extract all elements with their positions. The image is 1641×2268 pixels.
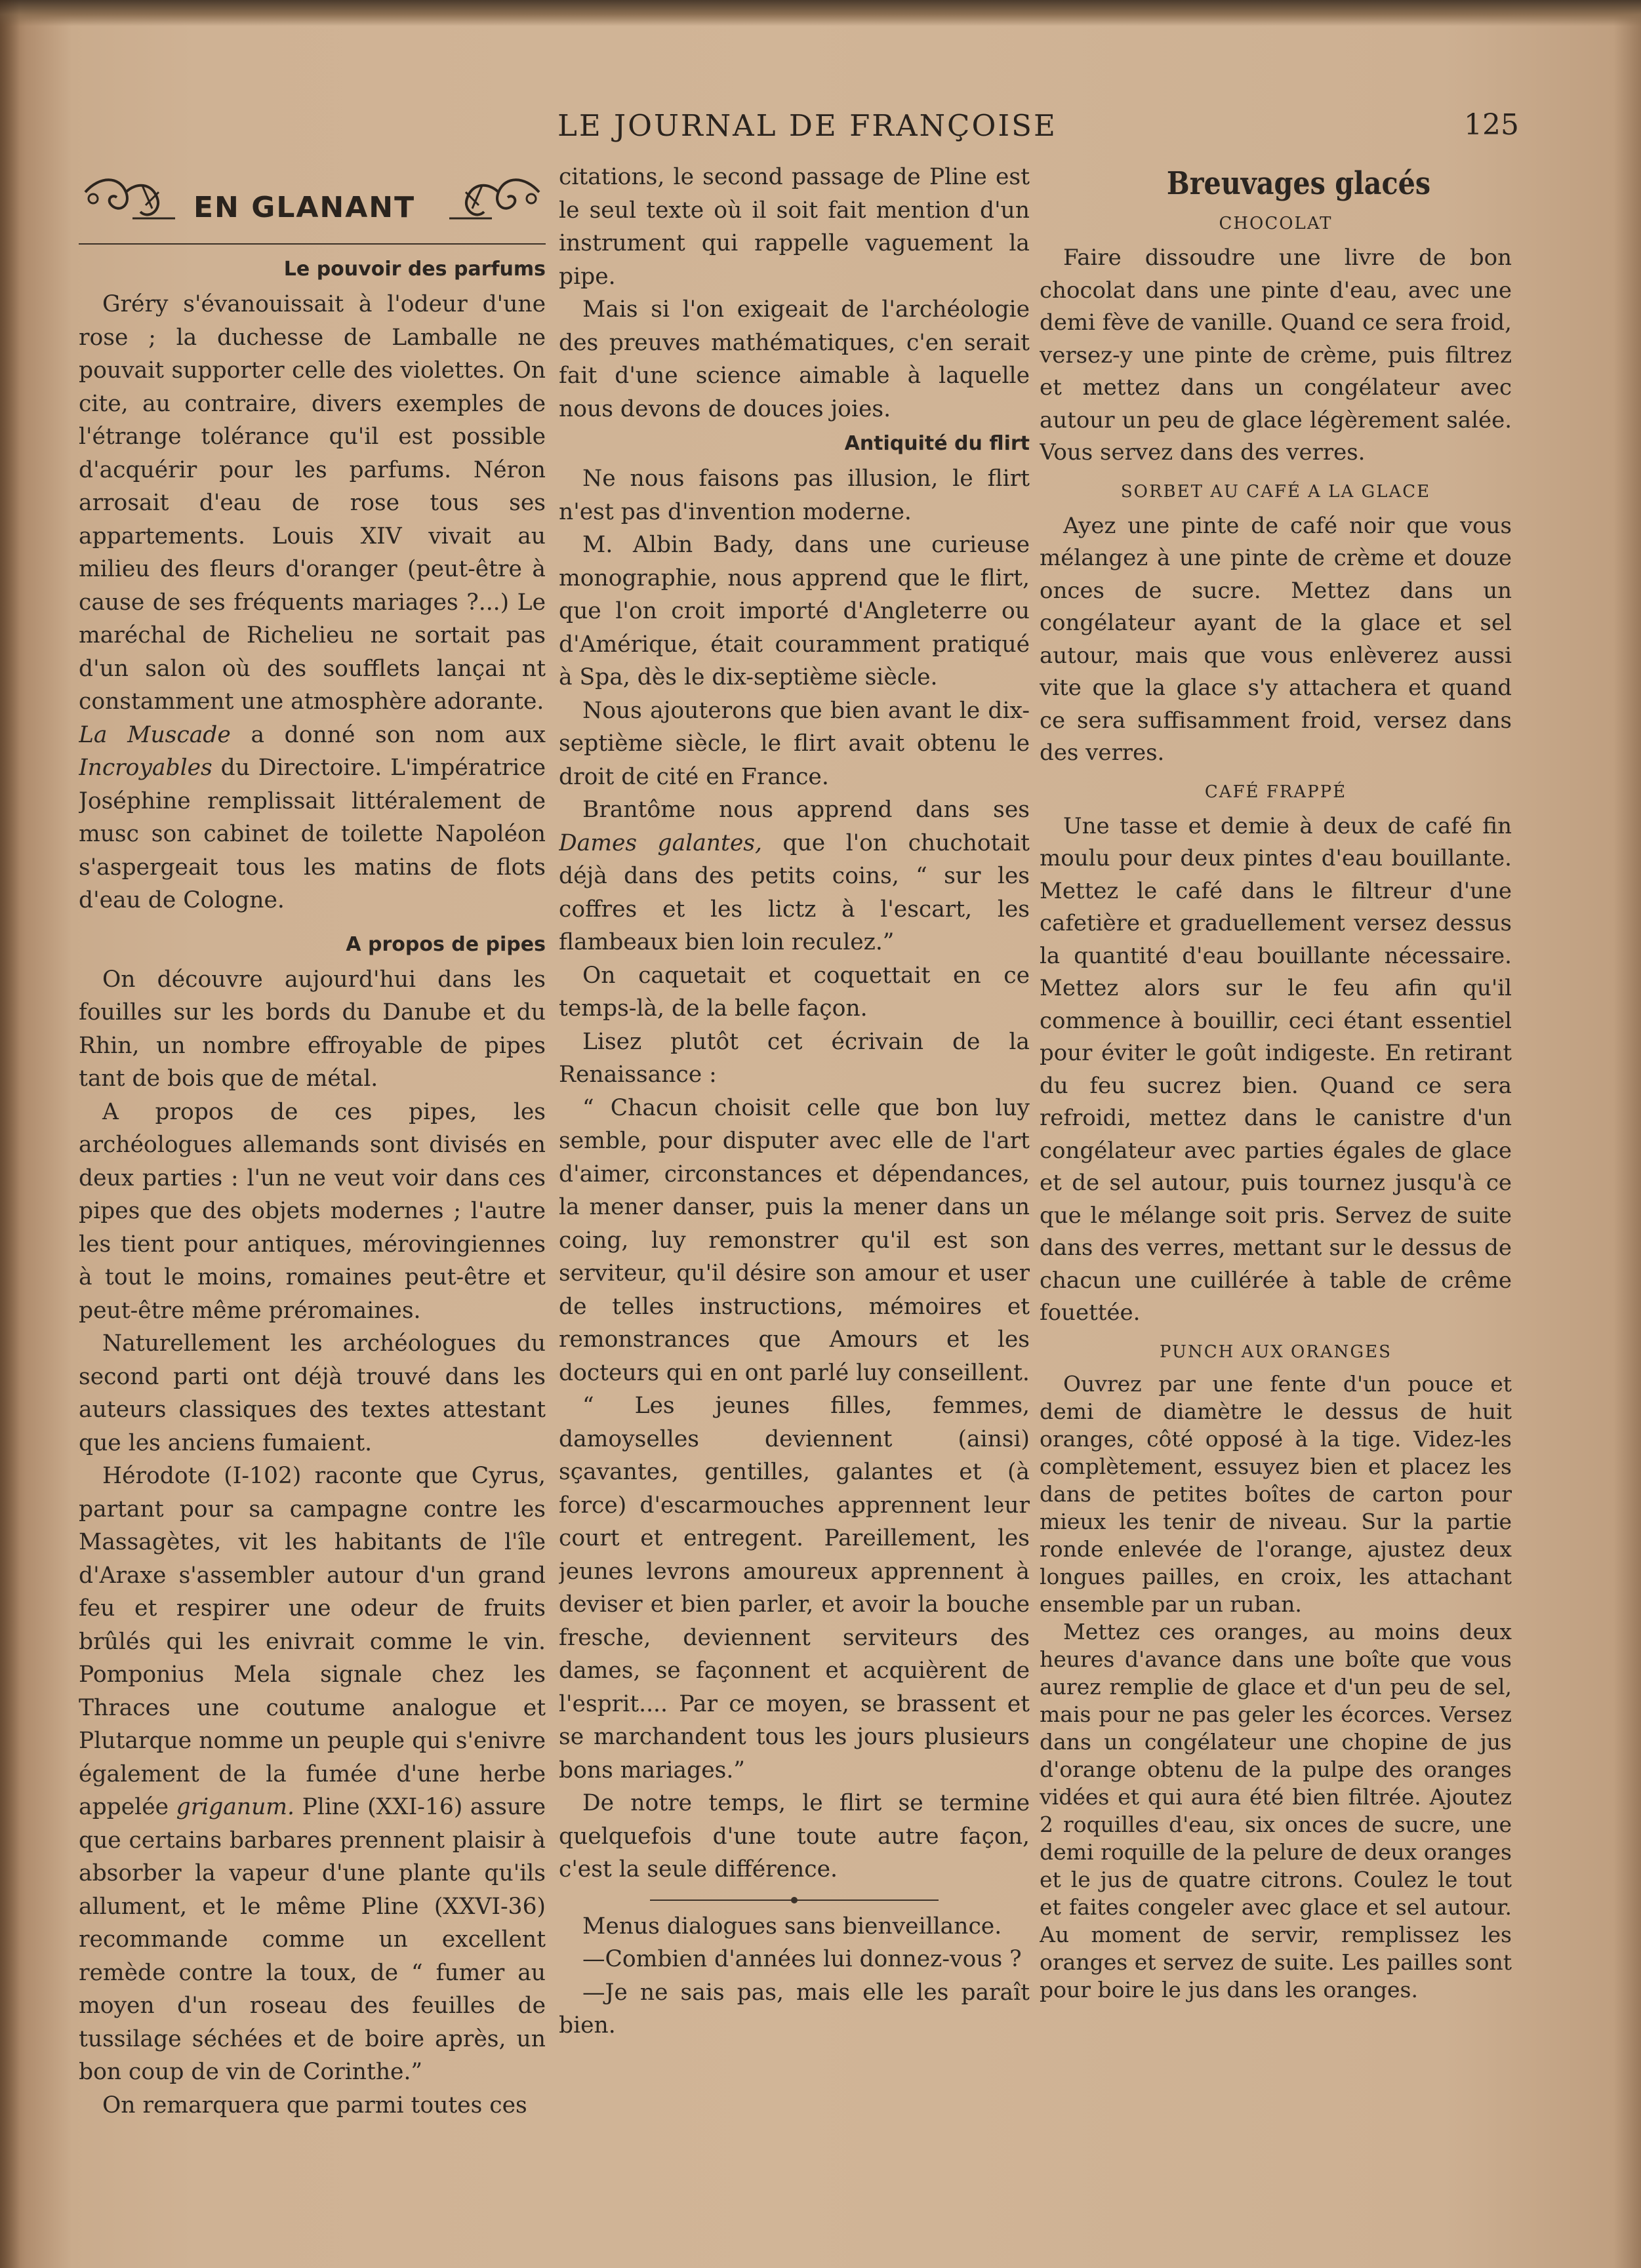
paragraph: —Je ne sais pas, mais elle les paraît bien.: [559, 1979, 1030, 2039]
recipe-paragraph: Mettez ces oranges, au moins deux heures d'avance dans une boîte que vous aurez remplie de glace et d'un peu de sel, mais pour ne pas geler les écorces. Versez dans un congélateur une chopine de jus d'orange obtenu de la pulpe des oranges vidées et qui aura été bien filtrée. Ajoutez 2 roquilles d'eau, six onces de sucre, une demi roquille de la pelure de deux oranges et le jus de quatre citrons. Coulez le tout et faites congeler avec glace et sel autour. Au moment de servir, remplissez les oranges et servez de suite. Les pailles sont pour boire le jus dans les oranges.: [1040, 1618, 1512, 2002]
text-run: que l'on chuchotait déjà dans des petits coins, “ sur les coffres et les lictz à l'escart, les flambeaux bien loin reculez.”: [559, 829, 1030, 955]
recipe-heading: CHOCOLAT: [1219, 214, 1333, 233]
paragraph: [559, 793, 1030, 959]
paragraph: Mais si l'on exigeait de l'archéologie des preuves mathématiques, c'en serait fait d'une science aimable à laquelle nous devons de douces joies.: [559, 296, 1030, 422]
column-3: [1040, 161, 1512, 2141]
paragraph: On caquetait et coquettait en ce temps-là, de la belle façon.: [559, 962, 1030, 1022]
italic-word: griganum.: [176, 1794, 294, 1820]
recipe-heading: PUNCH AUX ORANGES: [1160, 1342, 1392, 1362]
paragraph: Lisez plutôt cet écrivain de la Renaissance :: [559, 1028, 1030, 1088]
page-number: 125: [1464, 108, 1519, 142]
text-run: Hérodote (I-102) raconte que Cyrus, partant pour sa campagne contre les Massagètes, vit les habitants de l'île d'Araxe s'assembler autour d'un grand feu et respirer une odeur de fruits brûlés qui les enivrait comme le vin. Pomponius Mela signale chez les Thraces une coutume analogue et Plutarque nomme un peuple qui s'enivre également de la fumée d'une herbe appelée: [79, 1463, 546, 1820]
paragraph: De notre temps, le flirt se termine quelquefois d'une toute autre façon, c'est la seule différence.: [559, 1790, 1030, 1882]
subheading-parfums: Le pouvoir des parfums: [283, 258, 546, 281]
paragraph: On remarquera que parmi toutes ces: [102, 2092, 527, 2119]
column-2: [559, 161, 1030, 2141]
paragraph: M. Albin Bady, dans une curieuse monographie, nous apprend que le flirt, que l'on croit importé d'Angleterre ou d'Amérique, était couramment pratiqué à Spa, dès le dix-septième siècle.: [559, 532, 1030, 690]
subheading-flirt: Antiquité du flirt: [844, 432, 1030, 455]
text-run: du Directoire. L'impératrice Joséphine remplissait littéralement de musc son cabinet de toilette Napoléon s'aspergeait tous les matins de flots d'eau de Cologne.: [79, 755, 546, 913]
section-title: EN GLANANT: [193, 191, 416, 224]
paragraph: Ne nous faisons pas illusion, le flirt n'est pas d'invention moderne.: [559, 466, 1030, 525]
column-1: [79, 161, 546, 2141]
section-divider: [650, 1900, 939, 1901]
recipes-title: Breuvages glacés: [1166, 165, 1431, 202]
recipe-paragraph: Ouvrez par une fente d'un pouce et demi de diamètre le dessus de huit oranges, côté opposé à la tige. Videz-les complètement, essuyez bien et placez les dans de petites boîtes de carton pour mieux les tenir de niveau. Sur la partie ronde enlevée de l'orange, ajustez deux longues pailles, en croix, les attachant ensemble par un ruban.: [1040, 1370, 1512, 1617]
paragraph: Naturellement les archéologues du second parti ont déjà trouvé dans les auteurs classiques des textes attestant que les anciens fumaient.: [79, 1330, 546, 1456]
subheading-pipes: A propos de pipes: [346, 932, 546, 956]
recipe-heading: SORBET AU CAFÉ A LA GLACE: [1120, 481, 1431, 502]
quote-paragraph: “ Les jeunes filles, femmes, damoyselles deviennent (ainsi) sçavantes, gentilles, galantes et (à force) d'escarmouches apprennent leur court et entregent. Pareillement, les jeunes levrons amoureux apprennent à deviser et bien parler, et avoir la bouche fresche, deviennent serviteurs des dames, se façonnent et acquièrent de l'esprit.... Par ce moyen, se brassent et se marchandent tous les jours plusieurs bons mariages.”: [559, 1393, 1030, 1783]
floral-scroll-icon: [80, 172, 178, 231]
recipe-heading: CAFÉ FRAPPÉ: [1204, 782, 1347, 802]
running-head: [0, 108, 1641, 154]
paragraph: [79, 1460, 546, 2089]
paragraph: citations, le second passage de Pline est le seul texte où il soit fait mention d'un instrument qui rappelle vaguement la pipe.: [559, 164, 1030, 290]
text-run: a donné son nom aux: [230, 721, 546, 748]
recipe-paragraph: Faire dissoudre une livre de bon chocolat dans une pinte d'eau, avec une demi fève de vanille. Quand ce sera froid, versez-y une pinte de crème, puis filtrez et mettez dans un congélateur avec autour un peu de glace légèrement salée. Vous servez dans des verres.: [1040, 245, 1512, 466]
text-run: Pline (XXI-16) assure que certains barbares prennent plaisir à absorber la vapeur d'une plante qu'ils allument, et le même Pline (XXVI-36) recommande comme un excellent remède contre la toux, de “ fumer au moyen d'un roseau des feuilles de tussilage séchées et de boire après, un bon coup de vin de Corinthe.”: [79, 1794, 546, 2085]
paragraph: —Combien d'années lui donnez-vous ?: [582, 1946, 1022, 1972]
paragraph: Menus dialogues sans bienveillance.: [582, 1913, 1002, 1940]
paragraph: A propos de ces pipes, les archéologues allemands sont divisés en deux parties : l'un ne veut voir dans ces pipes que des objets modernes ; l'autre les tient pour antiques, mérovingiennes à tout le moins, romaines peut-être et peut-être même préromaines.: [79, 1098, 546, 1324]
italic-title: Incroyables: [79, 755, 213, 781]
recipe-paragraph: Ayez une pinte de café noir que vous mélangez à une pinte de crème et douze onces de sucre. Mettez dans un congélateur ayant de la glace et sel autour, mais que vous enlèverez aussi vite que la glace s'y attachera et quand ce sera suffisamment froid, versez dans des verres.: [1040, 512, 1512, 766]
journal-title: LE JOURNAL DE FRANÇOISE: [557, 108, 1057, 143]
paragraph: Nous ajouterons que bien avant le dix-septième siècle, le flirt avait obtenu le droit de cité en France.: [559, 697, 1030, 790]
quote-paragraph: “ Chacun choisit celle que bon luy semble, pour disputer avec elle de l'art d'aimer, circonstances et dépendances, la mener danser, puis la mener dans un coing, luy remonstrer qu'il est son serviteur, qu'il désire son amour et user de telles instructions, mémoires et remonstrances que Amours et les docteurs qui en ont parlé luy conseillent.: [559, 1094, 1030, 1386]
text-run: Brantôme nous apprend dans ses: [582, 797, 1030, 823]
paragraph: [79, 719, 546, 917]
italic-title: Dames galantes,: [559, 829, 762, 856]
paragraph: Gréry s'évanouissait à l'odeur d'une rose ; la duchesse de Lamballe ne pouvait supporter celle des violettes. On cite, au contraire, divers exemples de l'étrange tolérance qu'il est possible d'acquérir pour les parfums. Néron arrosait d'eau de rose tous ses appartements. Louis XIV vivait au milieu des fleurs d'oranger (peut-être à cause de ses fréquents mariages ?...) Le maréchal de Richelieu ne sortait pas d'un salon où des soufflets lançai nt constamment une atmosphère adorante.: [79, 291, 546, 715]
paragraph: On découvre aujourd'hui dans les fouilles sur les bords du Danube et du Rhin, un nombre effroyable de pipes tant de bois que de métal.: [79, 966, 546, 1092]
floral-scroll-icon: [446, 172, 544, 231]
en-glanant-header: [79, 166, 546, 245]
recipe-paragraph: Une tasse et demie à deux de café fin moulu pour deux pintes d'eau bouillante. Mettez le café dans le filtreur d'une cafetière et graduellement versez dessus la quantité d'eau bouillante nécessaire. Mettez alors sur le feu afin qu'il commence à bouillir, ceci étant essentiel pour éviter le goût indigeste. En retirant du feu sucrez bien. Quand ce sera refroidi, mettez dans le canistre d'un congélateur avec parties égales de glace et de sel autour, puis tournez jusqu'à ce que le mélange soit pris. Servez de suite dans des verres, mettant sur le dessus de chacun une cuillérée à table de crême fouettée.: [1040, 812, 1512, 1326]
italic-title: La Muscade: [79, 721, 231, 748]
